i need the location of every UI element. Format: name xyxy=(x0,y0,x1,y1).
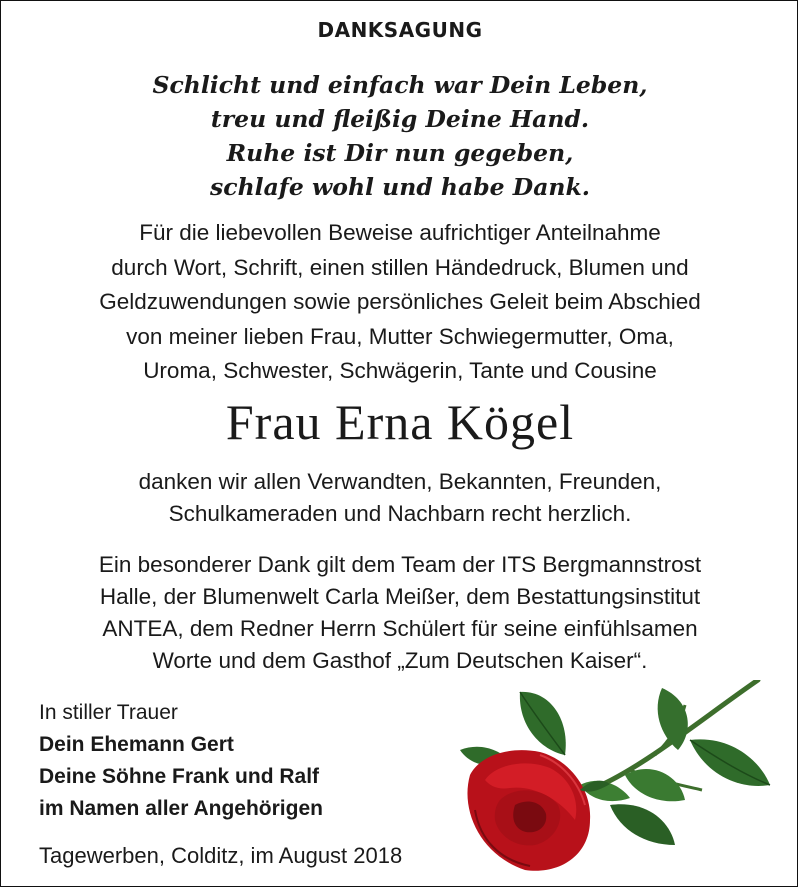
deceased-name: Frau Erna Kögel xyxy=(225,394,575,450)
intro-line: Für die liebevollen Beweise aufrichtiger Anteilnahme xyxy=(139,220,661,245)
thanks-line: danken wir allen Verwandten, Bekannten, Freunden, xyxy=(138,469,662,494)
poem-line: Schlicht und einfach war Dein Leben, xyxy=(152,71,648,99)
poem-line: treu und fleißig Deine Hand. xyxy=(210,105,590,133)
poem-verse xyxy=(0,68,800,204)
poem-line: schlafe wohl und habe Dank. xyxy=(210,173,590,201)
special-thanks-paragraph xyxy=(0,549,800,677)
thanks-line: Schulkameraden und Nachbarn recht herzlich. xyxy=(168,501,632,526)
intro-line: Geldzuwendungen sowie persönliches Geleit beim Abschied xyxy=(99,289,701,314)
rose-icon xyxy=(440,680,790,880)
intro-line: Uroma, Schwester, Schwägerin, Tante und Cousine xyxy=(143,358,657,383)
signoff-name: Dein Ehemann Gert xyxy=(39,733,234,756)
intro-line: durch Wort, Schrift, einen stillen Händedruck, Blumen und xyxy=(111,254,689,280)
thanks-paragraph xyxy=(0,466,800,530)
signoff-block xyxy=(39,697,323,825)
intro-line: von meiner lieben Frau, Mutter Schwiegermutter, Oma, xyxy=(126,323,674,349)
notice-heading: DANKSAGUNG xyxy=(317,18,483,42)
special-thanks-line: ANTEA, dem Redner Herrn Schülert für seine einfühlsamen xyxy=(102,616,698,641)
poem-line: Ruhe ist Dir nun gegeben, xyxy=(226,139,574,167)
intro-paragraph xyxy=(0,216,800,389)
signoff-name: Deine Söhne Frank und Ralf xyxy=(39,765,320,788)
special-thanks-line: Worte und dem Gasthof „Zum Deutschen Kaiser“. xyxy=(152,648,648,673)
special-thanks-line: Ein besonderer Dank gilt dem Team der ITS Bergmannstrost xyxy=(98,552,702,577)
place-date: Tagewerben, Colditz, im August 2018 xyxy=(39,843,403,868)
special-thanks-line: Halle, der Blumenwelt Carla Meißer, dem Bestattungsinstitut xyxy=(99,584,701,609)
signoff-intro: In stiller Trauer xyxy=(39,701,178,724)
signoff-name: im Namen aller Angehörigen xyxy=(39,797,323,820)
